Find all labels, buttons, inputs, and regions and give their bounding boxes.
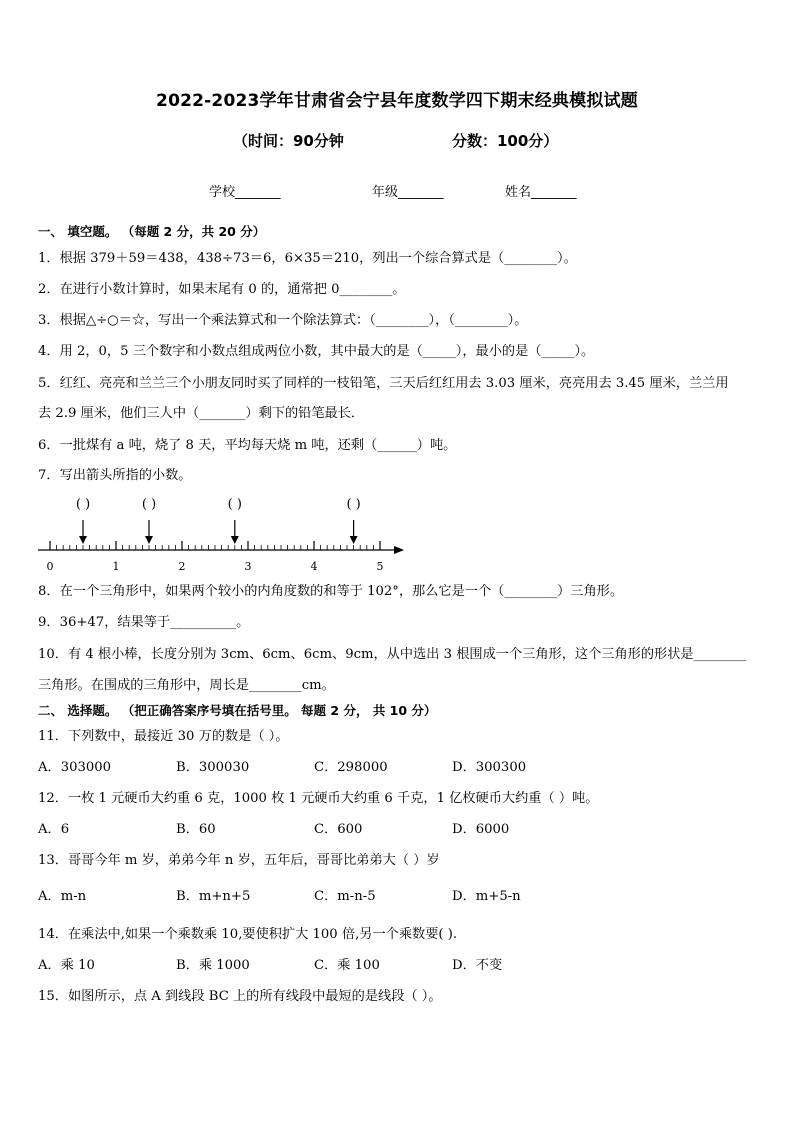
option-b: B．300030 (176, 760, 250, 775)
number-line-figure (38, 494, 408, 580)
section-heading: 一、 填空题。 （每题 2 分，共 20 分） (38, 224, 266, 239)
question-5-line1: 5．红红、亮亮和兰兰三个小朋友同时买了同样的一枝铅笔，三天后红红用去 3.03 厘米，亮亮用去 3.45 厘米，兰兰用 (38, 376, 729, 391)
option-d: D．6000 (452, 822, 510, 837)
section-heading: 二、 选择题。 （把正确答案序号填在括号里。 每题 2 分， 共 10 分） (38, 703, 437, 718)
pointer-arrow-head (231, 536, 239, 544)
question-4: 4．用 2，0，5 三个数字和小数点组成两位小数，其中最大的是（_____），最小的是（_____）。 (38, 344, 595, 359)
tick-label: 1 (112, 560, 120, 573)
option-c: C．298000 (314, 760, 388, 775)
question-3: 3．根据△÷○＝☆，写出一个乘法算式和一个除法算式：（________），（________）。 (38, 313, 528, 328)
option-b: B．m+n+5 (176, 889, 251, 904)
option-d: D．300300 (452, 760, 527, 775)
option-d: D．m+5-n (452, 889, 521, 904)
question-5-line2: 去 2.9 厘米，他们三人中（_______）剩下的铅笔最长． (38, 406, 365, 421)
school-field: 学校_______ (209, 185, 281, 200)
option-a: A．303000 (38, 760, 112, 775)
pointer-arrow-head (145, 536, 153, 544)
option-c: C．600 (314, 822, 363, 837)
option-b: B．乘 1000 (176, 958, 250, 973)
tick-label: 3 (244, 560, 252, 573)
option-c: C．乘 100 (314, 958, 380, 973)
question-8: 8．在一个三角形中，如果两个较小的内角度数的和等于 102°，那么它是一个（________）三角形。 (38, 584, 624, 599)
option-b: B．60 (176, 822, 216, 837)
question-11: 11．下列数中，最接近 30 万的数是（ ）。 (38, 729, 289, 744)
tick-label: 5 (376, 560, 384, 573)
question-10-line2: 三角形。在围成的三角形中，周长是________cm。 (38, 678, 335, 693)
answer-blank: ( ) (227, 497, 242, 512)
option-d: D．不变 (452, 958, 503, 973)
option-a: A．m-n (38, 889, 87, 904)
question-9: 9．36+47，结果等于__________。 (38, 615, 250, 630)
question-6: 6．一批煤有 a 吨，烧了 8 天，平均每天烧 m 吨，还剩（______）吨。 (38, 438, 457, 453)
question-13: 13．哥哥今年 m 岁，弟弟今年 n 岁，五年后，哥哥比弟弟大（ ）岁 (38, 853, 440, 868)
question-1: 1．根据 379＋59＝438，438÷73＝6，6×35＝210，列出一个综合算式是（________）。 (38, 251, 577, 266)
question-12: 12．一枚 1 元硬币大约重 6 克，1000 枚 1 元硬币大约重 6 千克，1 亿枚硬币大约重（ ）吨。 (38, 791, 599, 806)
exam-score: 分数：100分） (452, 132, 559, 150)
question-14: 14．在乘法中,如果一个乘数乘 10,要使积扩大 100 倍,另一个乘数要( ). (38, 927, 458, 942)
answer-blank: ( ) (346, 497, 361, 512)
tick-label: 4 (310, 560, 318, 573)
exam-time: （时间：90分钟 (233, 132, 344, 150)
tick-label: 0 (46, 560, 54, 573)
pointer-arrow-head (79, 536, 87, 544)
option-a: A．6 (38, 822, 70, 837)
answer-blank: ( ) (75, 497, 91, 512)
tick-label: 2 (178, 560, 186, 573)
option-c: C．m-n-5 (314, 889, 376, 904)
question-7: 7．写出箭头所指的小数。 (38, 468, 192, 483)
question-2: 2．在进行小数计算时，如果末尾有 0 的，通常把 0________。 (38, 282, 406, 297)
question-10-line1: 10．有 4 根小棒，长度分别为 3cm、6cm、6cm、9cm，从中选出 3 根围成一个三角形，这个三角形的形状是________ (38, 647, 747, 662)
question-15: 15．如图所示，点 A 到线段 BC 上的所有线段中最短的是线段（ ）。 (38, 989, 442, 1004)
pointer-arrow-head (350, 536, 358, 544)
name-field: 姓名_______ (505, 185, 577, 200)
grade-field: 年级_______ (372, 185, 444, 200)
option-a: A．乘 10 (38, 958, 95, 973)
answer-blank: ( ) (141, 497, 157, 512)
page-title: 2022-2023学年甘肃省会宁县年度数学四下期末经典模拟试题 (156, 91, 638, 111)
axis-arrowhead (394, 546, 404, 554)
